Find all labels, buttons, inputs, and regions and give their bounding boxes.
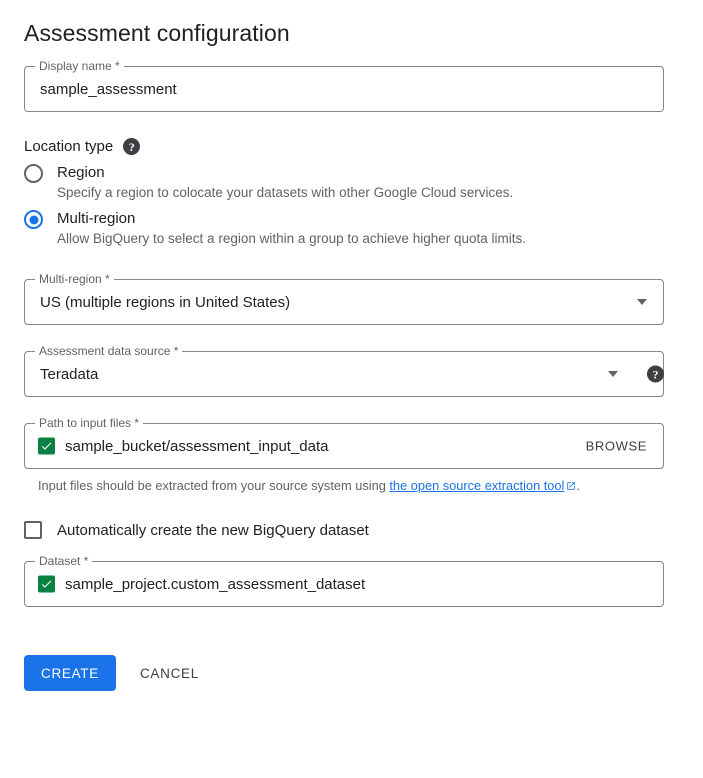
radio-option-region[interactable] bbox=[24, 163, 679, 203]
check-icon bbox=[38, 438, 55, 455]
display-name-field[interactable] bbox=[24, 59, 664, 112]
browse-button[interactable]: BROWSE bbox=[584, 435, 649, 458]
input-path-field[interactable] bbox=[24, 416, 664, 469]
location-type-label: Location type bbox=[24, 138, 114, 155]
data-source-select[interactable] bbox=[24, 344, 664, 397]
help-icon[interactable]: ? bbox=[123, 138, 140, 155]
radio-region-title: Region bbox=[57, 164, 105, 181]
form-actions bbox=[24, 655, 679, 691]
input-path-helper-prefix: Input files should be extracted from your source system using bbox=[38, 478, 390, 493]
chevron-down-icon[interactable] bbox=[608, 371, 618, 377]
external-link-icon[interactable] bbox=[566, 481, 576, 491]
dataset-field[interactable] bbox=[24, 554, 664, 607]
dataset-label: Dataset * bbox=[35, 554, 92, 568]
display-name-label: Display name * bbox=[35, 59, 124, 73]
input-path-label: Path to input files * bbox=[35, 416, 143, 430]
check-icon bbox=[38, 576, 55, 593]
radio-region-description: Specify a region to colocate your datasets with other Google Cloud services. bbox=[57, 185, 514, 200]
cancel-button[interactable]: CANCEL bbox=[132, 655, 207, 691]
input-path-helper bbox=[38, 477, 638, 495]
extraction-tool-link[interactable]: the open source extraction tool bbox=[389, 478, 565, 493]
radio-multi-region-input[interactable] bbox=[24, 210, 43, 229]
data-source-label: Assessment data source * bbox=[35, 344, 182, 358]
display-name-input[interactable]: sample_assessment bbox=[40, 80, 177, 98]
radio-multi-region-texts bbox=[57, 209, 526, 249]
create-button[interactable]: CREATE bbox=[24, 655, 116, 691]
radio-multi-region-description: Allow BigQuery to select a region within a group to achieve higher quota limits. bbox=[57, 231, 526, 246]
chevron-down-icon[interactable] bbox=[637, 299, 647, 305]
multi-region-select[interactable] bbox=[24, 272, 664, 325]
radio-option-multi-region[interactable] bbox=[24, 209, 679, 249]
dataset-value[interactable]: sample_project.custom_assessment_dataset bbox=[65, 575, 366, 593]
multi-region-label: Multi-region * bbox=[35, 272, 114, 286]
radio-region-texts bbox=[57, 163, 513, 203]
data-source-value: Teradata bbox=[40, 365, 99, 383]
input-path-helper-suffix: . bbox=[576, 478, 580, 493]
auto-create-dataset-checkbox[interactable] bbox=[24, 521, 42, 539]
data-source-row bbox=[24, 344, 679, 397]
radio-multi-region-title: Multi-region bbox=[57, 210, 136, 227]
auto-create-dataset-label: Automatically create the new BigQuery dataset bbox=[57, 521, 369, 539]
help-icon[interactable]: ? bbox=[647, 366, 664, 383]
multi-region-value: US (multiple regions in United States) bbox=[40, 293, 291, 311]
auto-create-dataset-row[interactable] bbox=[24, 521, 679, 539]
input-path-value[interactable]: sample_bucket/assessment_input_data bbox=[65, 437, 329, 455]
location-type-group bbox=[24, 138, 679, 155]
page-title: Assessment configuration bbox=[24, 20, 290, 46]
radio-region-input[interactable] bbox=[24, 164, 43, 183]
